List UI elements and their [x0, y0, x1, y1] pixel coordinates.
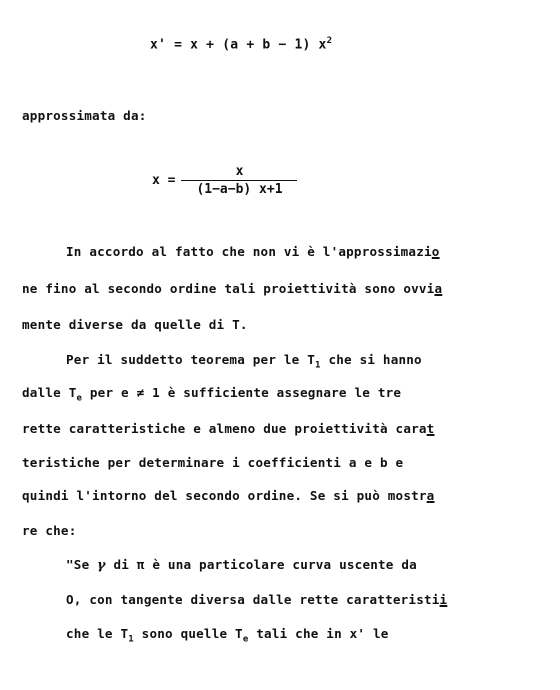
p2l2-a: dalle T: [22, 385, 77, 400]
q1-b: di π è una particolare curva uscente da: [105, 557, 417, 572]
p2l3-underlined: t: [426, 421, 435, 436]
q3-c: tali che in x' le: [248, 626, 389, 641]
paragraph2-line6: re che:: [22, 523, 77, 538]
p1l1-text: In accordo al fatto che non vi è l'approssimazi: [66, 244, 432, 259]
p2l1-a: Per il suddetto teorema per le T: [66, 352, 316, 367]
label-approssimata: approssimata da:: [22, 108, 147, 123]
formula-quadratic-exponent: 2: [326, 36, 333, 46]
paragraph1-line1: [66, 244, 440, 259]
formula-quadratic: [150, 36, 332, 52]
paragraph1-line2: [22, 281, 442, 296]
p2l2-sub: e: [76, 393, 83, 404]
q3-sub2: e: [242, 634, 249, 645]
p2l5-text: quindi l'intorno del secondo ordine. Se si può mostr: [22, 488, 427, 503]
p2l2-b: per e ≠ 1 è sufficiente assegnare le tre: [82, 385, 402, 400]
paragraph2-line3: [22, 421, 434, 436]
fraction-bar: [181, 180, 297, 181]
q3-b: sono quelle T: [133, 626, 243, 641]
quote-line3: [66, 626, 389, 645]
q2-underlined: i: [439, 592, 448, 607]
q3-sub1: 1: [128, 634, 134, 645]
formula-quadratic-main: x' = x + (a + b − 1) x: [150, 37, 327, 53]
fraction-denominator: (1−a−b) x+1: [196, 182, 283, 197]
paragraph1-line3: mente diverse da quelle di T.: [22, 317, 248, 332]
fraction: [181, 164, 297, 197]
p2l3-text: rette caratteristiche e almeno due proiettività cara: [22, 421, 427, 436]
p1l1-underlined: o: [431, 244, 440, 259]
p1l2-underlined: a: [434, 281, 443, 296]
p2l1-b: che si hanno: [320, 352, 422, 367]
paragraph2-line2: [22, 385, 401, 404]
formula-fraction-lhs: x =: [152, 173, 176, 188]
paragraph2-line1: [66, 352, 422, 371]
gamma-symbol: γ: [97, 557, 106, 572]
quote-line2: [66, 592, 447, 607]
q3-a: che le T: [66, 626, 129, 641]
p1l2-text: ne fino al secondo ordine tali proiettività sono ovvi: [22, 281, 435, 296]
q1-a: "Se: [66, 557, 98, 572]
p2l5-underlined: a: [426, 488, 435, 503]
fraction-numerator: x: [235, 164, 244, 179]
p2l1-sub: 1: [315, 360, 321, 371]
formula-fraction: [152, 164, 297, 197]
paragraph2-line5: [22, 488, 434, 503]
q2-text: O, con tangente diversa dalle rette caratteristi: [66, 592, 440, 607]
paragraph2-line4: teristiche per determinare i coefficienti a e b e: [22, 455, 404, 470]
quote-line1: [66, 557, 417, 572]
